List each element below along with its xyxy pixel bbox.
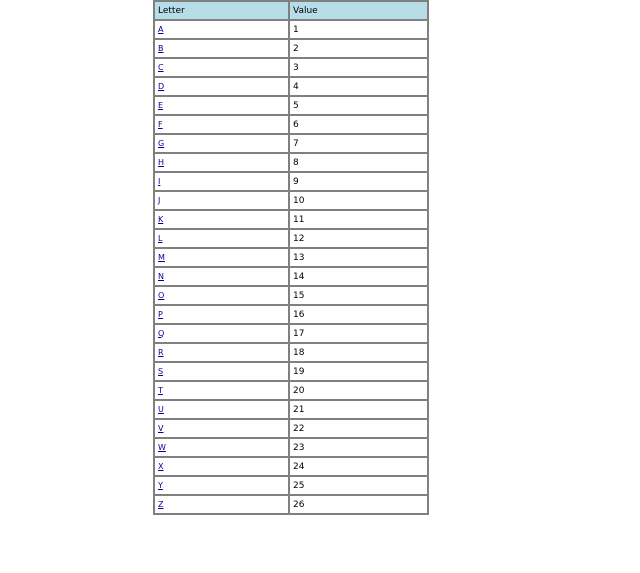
letter-link[interactable]: I [158,176,161,186]
value-cell: 1 [289,20,428,39]
letter-cell [154,134,289,153]
letter-link[interactable]: D [158,81,165,91]
letter-link[interactable]: C [158,62,164,72]
value-cell: 9 [289,172,428,191]
letter-link[interactable]: J [158,195,161,205]
table-row [154,343,428,362]
column-header-letter[interactable]: Letter [154,1,289,20]
letter-cell [154,476,289,495]
value-cell: 22 [289,419,428,438]
letter-link[interactable]: Z [158,499,164,509]
letter-cell [154,419,289,438]
value-cell: 2 [289,39,428,58]
letter-cell [154,495,289,514]
letter-value-table-container [153,0,429,515]
value-cell: 24 [289,457,428,476]
letter-cell [154,58,289,77]
table-row [154,324,428,343]
value-cell: 25 [289,476,428,495]
letter-cell [154,96,289,115]
table-row [154,438,428,457]
value-cell: 21 [289,400,428,419]
letter-link[interactable]: U [158,404,164,414]
letter-cell [154,305,289,324]
table-body [154,20,428,514]
letter-link[interactable]: A [158,24,164,34]
value-cell: 23 [289,438,428,457]
value-cell: 11 [289,210,428,229]
letter-cell [154,172,289,191]
value-cell: 16 [289,305,428,324]
letter-link[interactable]: G [158,138,165,148]
letter-cell [154,343,289,362]
value-cell: 7 [289,134,428,153]
table-row [154,229,428,248]
letter-cell [154,248,289,267]
letter-cell [154,362,289,381]
value-cell: 8 [289,153,428,172]
letter-cell [154,286,289,305]
value-cell: 15 [289,286,428,305]
letter-value-table [153,0,429,515]
table-row [154,495,428,514]
value-cell: 3 [289,58,428,77]
value-cell: 4 [289,77,428,96]
table-row [154,58,428,77]
table-row [154,191,428,210]
value-cell: 10 [289,191,428,210]
value-cell: 20 [289,381,428,400]
letter-link[interactable]: R [158,347,164,357]
value-cell: 18 [289,343,428,362]
value-cell: 17 [289,324,428,343]
table-row [154,134,428,153]
letter-cell [154,115,289,134]
table-row [154,20,428,39]
value-cell: 5 [289,96,428,115]
letter-cell [154,210,289,229]
table-row [154,457,428,476]
table-header-row [154,1,428,20]
letter-link[interactable]: E [158,100,164,110]
letter-cell [154,77,289,96]
letter-link[interactable]: X [158,461,164,471]
letter-link[interactable]: W [158,442,166,452]
letter-cell [154,381,289,400]
letter-cell [154,191,289,210]
letter-cell [154,267,289,286]
table-row [154,153,428,172]
table-row [154,476,428,495]
letter-link[interactable]: L [158,233,163,243]
value-cell: 19 [289,362,428,381]
letter-link[interactable]: Q [158,328,165,338]
table-row [154,39,428,58]
letter-cell [154,153,289,172]
column-header-value[interactable]: Value [289,1,428,20]
table-row [154,381,428,400]
table-row [154,77,428,96]
value-cell: 6 [289,115,428,134]
letter-link[interactable]: M [158,252,165,262]
table-row [154,248,428,267]
table-row [154,267,428,286]
letter-link[interactable]: V [158,423,164,433]
letter-link[interactable]: O [158,290,165,300]
letter-link[interactable]: T [158,385,163,395]
letter-cell [154,20,289,39]
value-cell: 26 [289,495,428,514]
table-row [154,362,428,381]
table-row [154,400,428,419]
letter-link[interactable]: B [158,43,164,53]
letter-link[interactable]: Y [158,480,163,490]
value-cell: 13 [289,248,428,267]
letter-cell [154,400,289,419]
table-row [154,419,428,438]
letter-cell [154,457,289,476]
table-row [154,210,428,229]
letter-cell [154,39,289,58]
table-row [154,305,428,324]
table-row [154,115,428,134]
table-row [154,96,428,115]
table-row [154,172,428,191]
letter-cell [154,324,289,343]
letter-link[interactable]: P [158,309,163,319]
table-row [154,286,428,305]
letter-link[interactable]: K [158,214,164,224]
letter-link[interactable]: N [158,271,164,281]
letter-link[interactable]: H [158,157,165,167]
letter-cell [154,438,289,457]
letter-link[interactable]: S [158,366,164,376]
value-cell: 12 [289,229,428,248]
value-cell: 14 [289,267,428,286]
letter-link[interactable]: F [158,119,163,129]
letter-cell [154,229,289,248]
